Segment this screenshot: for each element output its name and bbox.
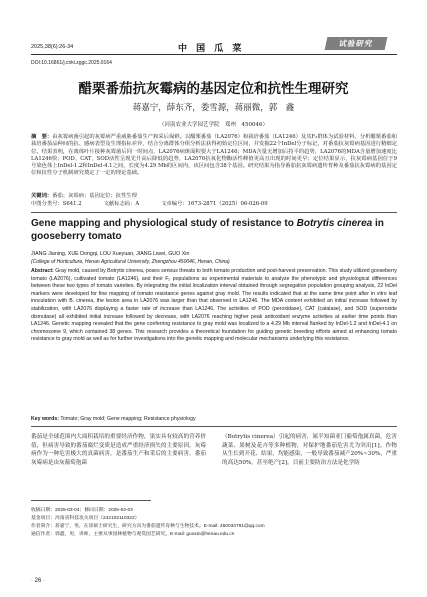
keywords-en-label: Key words: (31, 416, 59, 422)
authors-cn: 蒋嘉宁，薛东齐，娄雪源，蒋丽微，郭 鑫 (132, 103, 295, 113)
keywords-en-text: Tomato; Gray mold; Gene mapping; Resistance physiology (60, 416, 196, 422)
footnote-fund: 基金项目：河南省科技攻关项目（242102110322） (31, 516, 140, 521)
journal-issue: 2025,38(6):26-34 (31, 44, 74, 50)
title-en-italic: Botrytis cinerea (296, 218, 373, 229)
section-rule (31, 212, 397, 213)
footnote-rule (31, 500, 151, 501)
body-right-text: （Botrytis cinerea）引起的病害，属半知菌亚门葡萄孢属真菌，危害蔬菜、果树及花卉等多种植物，对保护地番茄危害尤为突出[1]。作物从生长到开花、结果，均能感染，一般导致番茄减产20%~30%，严重的高达50%，甚至绝产[2]。目前主要防治方法是化学防 (222, 434, 397, 466)
authors-en: JIANG Jianing, XUE Dongqi, LOU Xueyuan, JIANG Liwei, GUO Xin (31, 251, 190, 257)
footnote-corresponding: 通信作者：郭鑫，男，讲师，主要从事园林植物与观赏园艺研究。E-mail: guoxin@henau.edu.cn (31, 532, 235, 537)
doi: DOI:10.16861/j.cnki.zggc.2025.0164 (31, 60, 112, 66)
article-number: 文章编号：1673-2871（2025）06-026-09 (161, 201, 268, 207)
title-en (31, 218, 397, 243)
footnote-received: 收稿日期：2025-03-04；修回日期：2025-04-03 (31, 508, 133, 513)
footnote-first-author: 作者简介：蒋嘉宁，男，在读硕士研究生，研究方向为番茄遗传育种与生物技术。E-mail: 450034791@qq.com (31, 524, 265, 529)
abstract-en-label: Abstract: (31, 268, 54, 274)
classification-cn (31, 201, 397, 208)
doc-code: 文献标志码：A (103, 201, 140, 207)
page-number: · 26 · (31, 578, 46, 584)
keywords-cn (31, 193, 397, 200)
abstract-cn (31, 134, 397, 178)
abstract-en (31, 268, 397, 344)
header-rule (31, 54, 397, 55)
affiliation-cn: （河南农业大学园艺学院 郑州 450046） (159, 122, 268, 128)
abstract-cn-label: 摘 要： (31, 134, 53, 140)
title-en-prefix: Gene mapping and physiological study of resistance to (31, 218, 297, 229)
keywords-cn-label: 关键词： (31, 193, 53, 199)
title-en-suffix: in gooseberry tomato (31, 218, 384, 242)
abstract-cn-text: 由灰霉病菌引起的灰霉病严重威胁番茄生产和采后保鲜。以醋栗番茄（LA2076）和栽培番茄（LA1246）及其F₂群体为试验材料，分析醋栗番茄和栽培番茄品种间的抗、感病表型及生理指标差异，结合分离群体分组分析法获得初始定位区间，并发掘22个InDel分子标记，对番茄抗灰霉病基因进行精细定位。结果表明，在离体叶片接种灰霉菌后同一时间点，LA2076病斑面积要大于LA1246；MDA含量无增加后持平的趋势，LA2076的MDA含量增加速度比LA1246快；POD、CAT、SOD活性呈现先升高后降低的趋势，LA2076抗氧化物酶活性峰值更高且出现的时间更早；定位结果显示，抗灰霉病基因位于9号染色体上InDel-1.2和InDel-4.1之间，长度为4.29 Mb的区间内，该区间包含38个基因。研究结果为指导番茄抗灰霉病遗传育种及番茄抗灰霉病的基因定位和抗性分子机制研究奠定了一定的理论基础。 (31, 134, 397, 177)
body-left-text: 番茄是全球范围内大面积栽培的重要经济作物，果实具有较高的营养价值，但病害导致的番茄腐烂变质是造成严重经济损失的主要原因。灰霉病作为一种危害极大的真菌病害，是番茄生产和采后的主要病害。番茄灰霉病是由灰葡萄孢菌 (31, 434, 206, 466)
keywords-en (31, 416, 397, 423)
body-column-right (222, 433, 397, 467)
keywords-cn-text: 番茄；灰霉病；基因定位；抗性生理 (52, 193, 137, 199)
section-badge: 试验研究 (325, 37, 388, 50)
body-rule (31, 426, 397, 427)
body-column-left (31, 433, 206, 467)
affiliation-en: (College of Horticulture, Henan Agricultural University, Zhengzhou 450046, Henan, China) (31, 259, 230, 265)
clc-number: 中图分类号：S641.2 (31, 201, 82, 207)
journal-name: 中 国 瓜 菜 (178, 44, 245, 54)
title-cn: 醋栗番茄抗灰霉病的基因定位和抗性生理研究 (78, 81, 349, 97)
abstract-en-text: Gray mold, caused by Botrytis cinerea, poses serious threats to both tomato production and post-harvest preservation. This study utilized gooseberry tomato (LA2076), cultivated tomato (LA1246), and their F₂ populations as experimental materials to analyze the phenotypic and physiological differences between these two types of tomato varieties. By integrating the initial localization interval obtained through segregation population grouping analysis, 22 InDel markers were developed for fine mapping of tomato resistance genes against gray mold. The results indicated that at the same time point after in vitro leaf inoculation with B. cinerea, the lesion area in LA2076 was larger than that observed in LA1246. The MDA content exhibited an initial increase followed by stabilization, with LA2076 displaying a faster rate of increase than LA1246. The activities of POD (peroxidase), CAT (catalase), and SOD (superoxide dismutase) all exhibited initial increase followed by decrease, with LA2076 reaching higher peak antioxidant enzyme activities at earlier time points than LA1246. Genetic mapping revealed that the gene conferring resistance to gray mold was localized to a 4.29 Mb interval flanked by InDel-1.2 and InDel-4.1 on chromosome 9, which contained 38 genes. This research provides a theoretical foundation for guiding genetic breeding efforts aimed at enhancing tomato resistance to gray mold as well as for further investigations into the genetic mapping and molecular mechanisms underlying this resistance. (31, 268, 397, 343)
